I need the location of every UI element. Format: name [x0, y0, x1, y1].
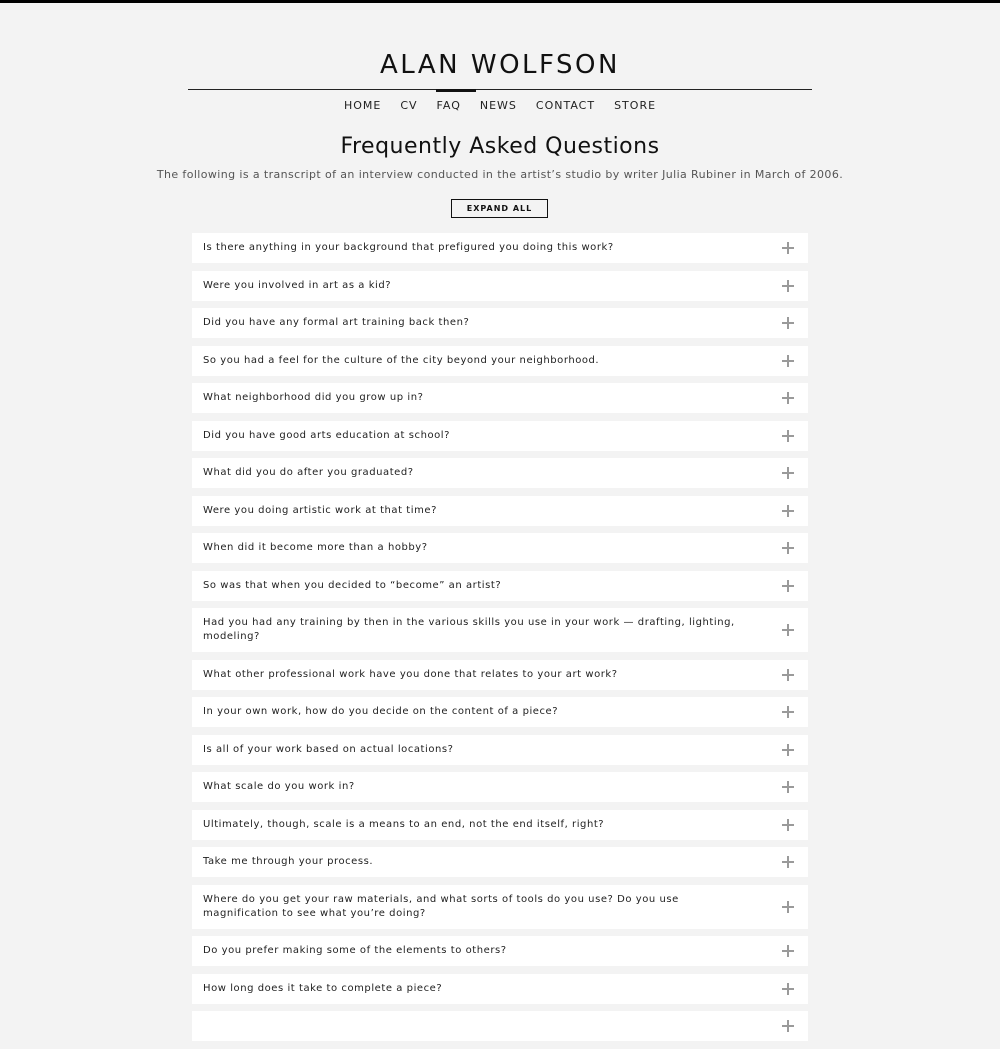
faq-question: What scale do you work in? [203, 781, 355, 792]
faq-item[interactable] [192, 936, 808, 966]
main-nav [0, 99, 1000, 113]
faq-question: What neighborhood did you grow up in? [203, 392, 424, 403]
active-nav-indicator [436, 89, 476, 92]
faq-question: Where do you get your raw materials, and what sorts of tools do you use? Do you use magnification to see what you’re doing? [203, 893, 679, 919]
plus-icon[interactable] [782, 242, 794, 254]
faq-question: What did you do after you graduated? [203, 467, 414, 478]
plus-icon[interactable] [782, 317, 794, 329]
plus-icon[interactable] [782, 392, 794, 404]
faq-item[interactable] [192, 660, 808, 690]
faq-question: How long does it take to complete a piece? [203, 982, 443, 994]
plus-icon[interactable] [782, 430, 794, 442]
nav-faq[interactable]: FAQ [436, 99, 461, 112]
faq-item[interactable] [192, 571, 808, 601]
faq-item[interactable] [192, 810, 808, 840]
plus-icon[interactable] [782, 355, 794, 367]
faq-question: Take me through your process. [203, 856, 374, 867]
faq-item[interactable] [192, 847, 808, 877]
faq-question: What other professional work have you done that relates to your art work? [203, 668, 618, 680]
plus-icon[interactable] [782, 706, 794, 718]
faq-question: Is all of your work based on actual locations? [203, 743, 454, 755]
plus-icon[interactable] [782, 280, 794, 292]
faq-question: Ultimately, though, scale is a means to an end, not the end itself, right? [203, 818, 605, 830]
intro-text: The following is a transcript of an interview conducted in the artist’s studio by writer Julia Rubiner in March of 2006. [156, 168, 844, 181]
plus-icon[interactable] [782, 781, 794, 793]
plus-icon[interactable] [782, 945, 794, 957]
faq-list [192, 233, 808, 1049]
faq-question: When did it become more than a hobby? [203, 542, 428, 553]
faq-question: In your own work, how do you decide on the content of a piece? [203, 706, 559, 717]
faq-item[interactable] [192, 608, 808, 652]
plus-icon[interactable] [782, 505, 794, 517]
faq-item[interactable] [192, 421, 808, 451]
faq-question: Do you prefer making some of the elements to others? [203, 945, 507, 956]
faq-item[interactable] [192, 697, 808, 727]
plus-icon[interactable] [782, 624, 794, 636]
faq-question: Is there anything in your background that prefigured you doing this work? [203, 242, 614, 253]
plus-icon[interactable] [782, 983, 794, 995]
nav-home[interactable]: HOME [343, 99, 382, 112]
faq-question: Had you had any training by then in the various skills you use in your work — drafting, lighting, modeling? [203, 617, 735, 642]
nav-contact[interactable]: CONTACT [535, 99, 596, 112]
nav-news[interactable]: NEWS [479, 99, 517, 112]
faq-item[interactable] [192, 496, 808, 526]
faq-question: So you had a feel for the culture of the city beyond your neighborhood. [203, 354, 600, 366]
faq-question: Did you have good arts education at school? [203, 429, 450, 441]
nav-store[interactable]: STORE [614, 99, 657, 112]
faq-question: Were you involved in art as a kid? [203, 279, 392, 291]
faq-item[interactable] [192, 383, 808, 413]
faq-item[interactable] [192, 735, 808, 765]
faq-item[interactable] [192, 1011, 808, 1041]
faq-item[interactable] [192, 533, 808, 563]
faq-item[interactable] [192, 885, 808, 929]
header-divider [188, 89, 812, 90]
page-title: Frequently Asked Questions [340, 134, 660, 159]
faq-item[interactable] [192, 271, 808, 301]
plus-icon[interactable] [782, 901, 794, 913]
site-title[interactable]: ALAN WOLFSON [380, 50, 620, 80]
faq-item[interactable] [192, 974, 808, 1004]
plus-icon[interactable] [782, 669, 794, 681]
plus-icon[interactable] [782, 856, 794, 868]
faq-question: So was that when you decided to “become” an artist? [203, 579, 502, 591]
faq-question: Did you have any formal art training back then? [203, 317, 470, 328]
plus-icon[interactable] [782, 542, 794, 554]
top-border [0, 0, 1000, 3]
expand-all-button[interactable]: EXPAND ALL [451, 199, 548, 218]
faq-question: Were you doing artistic work at that time? [203, 504, 437, 516]
faq-item[interactable] [192, 772, 808, 802]
plus-icon[interactable] [782, 467, 794, 479]
faq-item[interactable] [192, 346, 808, 376]
plus-icon[interactable] [782, 819, 794, 831]
plus-icon[interactable] [782, 580, 794, 592]
faq-item[interactable] [192, 308, 808, 338]
faq-item[interactable] [192, 233, 808, 263]
plus-icon[interactable] [782, 744, 794, 756]
faq-item[interactable] [192, 458, 808, 488]
nav-cv[interactable]: CV [400, 99, 418, 112]
plus-icon[interactable] [782, 1020, 794, 1032]
